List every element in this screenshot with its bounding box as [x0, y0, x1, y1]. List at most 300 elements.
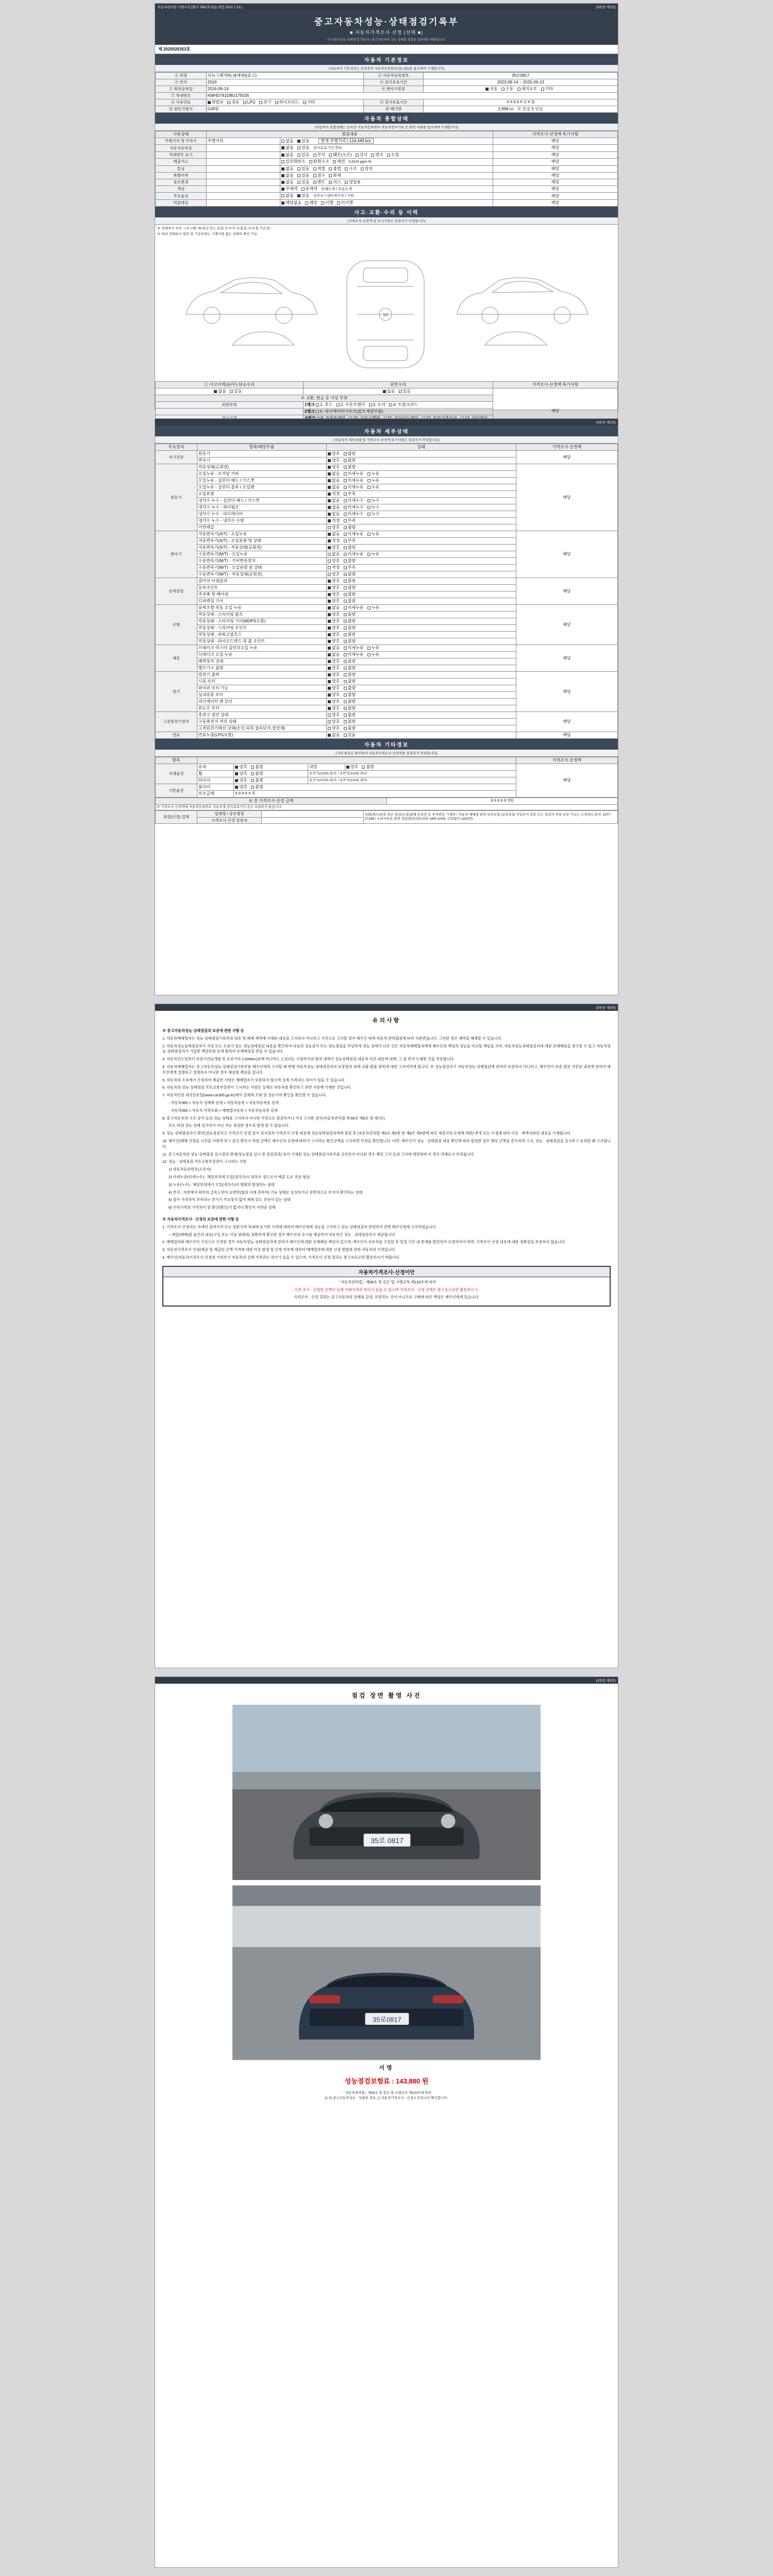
self-trans-good[interactable]: 양호 — [328, 458, 340, 463]
engine-idle-bad[interactable]: 불량 — [344, 465, 356, 470]
item-engine-idle: 작동상태(공회전) — [197, 464, 326, 471]
special-none[interactable]: 없음 — [281, 173, 293, 178]
accident-exist[interactable]: 있음 — [230, 389, 242, 394]
self-trans-bad[interactable]: 불량 — [344, 458, 356, 463]
price-braking: 해당 — [516, 645, 617, 672]
vinmark-corrosion[interactable]: 부식 — [313, 152, 325, 158]
label-engine-type: ⑫ 원동기형식 — [156, 106, 207, 113]
usechange-lease[interactable]: 리스 — [329, 180, 341, 185]
price-self-diagnosis: 해당 — [516, 451, 617, 464]
cv-bad[interactable]: 불량 — [344, 585, 356, 590]
booster-bad[interactable]: 불량 — [344, 659, 356, 664]
coolamt-ok[interactable]: 적정 — [328, 518, 340, 523]
valve-good[interactable]: 양호 — [328, 666, 340, 671]
state-propeller-shaft — [326, 591, 516, 598]
item-tire: 타이어 — [197, 777, 234, 784]
vinmark-altered[interactable]: 변조 — [371, 152, 383, 158]
value-transmission — [424, 86, 618, 93]
block-minor[interactable]: 미세누유 — [344, 485, 364, 490]
head-leak[interactable]: 누유 — [367, 478, 379, 483]
sjoint-bad[interactable]: 불량 — [344, 625, 356, 631]
self-engine-good[interactable]: 양호 — [328, 451, 340, 456]
tire-position-note: 운전석(1/2/3) 좌/우 / 동반석(1/2/3) 좌/우 — [308, 777, 516, 784]
recall-notdone[interactable]: 미이행 — [337, 200, 353, 206]
item-mt-leak: 수동변속기(M/T) - 오일누유 — [197, 551, 326, 558]
notice-item-2: 2. 자동차성능상태점검자가 거짓 또는 오류가 있는 성능상태점검 내용을 확인하여 다음의 성능검사 또는 성능점검을 부당하게 성능·상태가 다른 것은 자동차매매업자에게 매수인의 책임과 성능을 비교할 책임을 지며, 자동차성능상태점검자에 대한 손해배상을 청구할 수 있고 자동차성능·상태점검자가 가입한 책임보험 등에 통하여 손해배상을 받을 수 있습니다. — [162, 1043, 611, 1054]
mt-idle-good[interactable]: 양호 — [328, 572, 340, 577]
self-engine-bad[interactable]: 불량 — [344, 451, 356, 456]
coolhead-leak[interactable]: 누수 — [367, 498, 379, 503]
rail-good[interactable]: 양호 — [328, 525, 340, 530]
vinmark-erased[interactable]: 도말 — [387, 152, 399, 158]
tuning-device[interactable]: 장치 — [361, 166, 373, 172]
col-single-repair: 단면수리 — [304, 382, 493, 388]
state-hv-wiring — [326, 725, 516, 732]
parts-title: ※ 교환, 판금 등 이상 부위 — [156, 395, 493, 402]
blower-good[interactable]: 양호 — [328, 692, 340, 698]
recall-na[interactable]: 해당없음 — [281, 200, 301, 206]
hose-bad[interactable]: 불량 — [344, 632, 356, 637]
booster-good[interactable]: 양호 — [328, 659, 340, 664]
assessor-table — [155, 810, 618, 824]
insurance-fee-value: 143,880 원 — [396, 2077, 429, 2085]
interior-good[interactable]: 양호 — [346, 765, 358, 770]
alt-bad[interactable]: 불량 — [344, 672, 356, 677]
label-displacement: ⑩ 배기량 — [363, 106, 424, 113]
blower-bad[interactable]: 불량 — [344, 692, 356, 698]
emission-smoke[interactable]: 매연 — [333, 159, 345, 164]
wheel-bad[interactable]: 불량 — [251, 771, 263, 776]
col-usage-state: 사용상태 — [156, 131, 207, 138]
price-disclaimer-line-1: 「자동차관리법」제58조 및 같은 법 시행규칙 제120조에 따라 — [337, 1279, 436, 1284]
notice-item-8a: 또는 타의 성능·상태 검사자가 아닌 자는 점검한 경우의 발생 할 수 없습니다. — [169, 1123, 290, 1128]
spump-good[interactable]: 양호 — [328, 612, 340, 617]
page3-topbar — [155, 1004, 618, 1011]
cv-good[interactable]: 양호 — [328, 585, 340, 590]
boil-leak[interactable]: 누유 — [367, 652, 379, 657]
notice-sub-3: 3) 누유(누수) : 해당부위에서 오일(냉각수)이 명확히 발생하는 상태 — [169, 1182, 275, 1187]
item-propeller-shaft: 추진축 및 베어링 — [197, 591, 326, 598]
section-basic-info-header: 자동차 기본정보 — [155, 54, 618, 65]
ps-minor[interactable]: 미세누유 — [344, 605, 364, 611]
clutch-good[interactable]: 양호 — [328, 579, 340, 584]
item-mirror: 룸미러 — [197, 784, 234, 791]
battery-good[interactable]: 양호 — [328, 719, 340, 724]
value-engine-type: G4FD — [206, 106, 363, 113]
fuel-option-electric[interactable]: 전기 — [259, 100, 271, 105]
notice2-item-4: 4. 매수인(자동차가격조사·산정의 기록부가 자동차의 실제 가격과는 차이가 있을 수 있으며, 가격조사·산정 결과는 참고자료로만 활용하시기 바랍니다. — [162, 1255, 400, 1260]
tuning-exist[interactable]: 있음 — [297, 166, 309, 172]
tierod-bad[interactable]: 불량 — [344, 639, 356, 644]
repair-none[interactable]: 없음 — [383, 389, 395, 394]
tierod-good[interactable]: 양호 — [328, 639, 340, 644]
state-mt-idle — [326, 571, 516, 578]
rad-leak[interactable]: 누수 — [367, 512, 379, 517]
state-master-cylinder — [326, 645, 516, 652]
price-note-mileage: 해당 — [493, 138, 617, 145]
notice-sub-6: 6) 수리가격의 가격차이 및 확인(확인)가 없거나 확인이 어려운 상태 — [169, 1205, 276, 1210]
sjoint-good[interactable]: 양호 — [328, 625, 340, 631]
page1-topbar — [155, 4, 618, 10]
part-front-fender[interactable]: 2. 프론트펜더 — [337, 402, 365, 408]
value-vin: KMHD741DBU175026 — [206, 93, 617, 99]
group-label-exterior: 외판부위 — [156, 402, 304, 409]
fan-bad[interactable]: 불량 — [344, 699, 356, 704]
mt-gear-good[interactable]: 양호 — [328, 558, 340, 564]
col-detail-price: 가격조사·산정액 — [516, 444, 617, 451]
row-sub-tuning — [206, 165, 280, 172]
item-at-level: 자동변속기(A/T) - 오일유량 및 상태 — [197, 538, 326, 545]
mileage-none[interactable]: 없음 — [281, 139, 293, 144]
footer-line-1: 「자동차관리법」제58조 및 같은 법 시행규칙 제120조에 따라 — [342, 2091, 431, 2095]
ps-none[interactable]: 없음 — [328, 605, 340, 611]
mt-leak-none[interactable]: 없음 — [328, 552, 340, 557]
detail-state-table — [155, 444, 618, 739]
tire-bad[interactable]: 불량 — [251, 778, 263, 783]
hvwire-good[interactable]: 양호 — [328, 726, 340, 731]
value-inspection-period: 2023-06-14 ~ 2025-06-13 — [424, 79, 618, 86]
shaft-good[interactable]: 양호 — [328, 592, 340, 597]
state-at-leak — [326, 531, 516, 538]
glass-bad[interactable]: 불량 — [251, 765, 263, 770]
part-hood[interactable]: 1. 후드 — [316, 402, 332, 408]
charge-bad[interactable]: 불량 — [344, 713, 356, 718]
head-none[interactable]: 없음 — [328, 478, 340, 483]
row-sub-color — [206, 185, 280, 193]
emission-co[interactable]: 일산화탄소 — [281, 159, 306, 164]
options-none[interactable]: 없음 — [281, 193, 293, 198]
fuelleak-exist[interactable]: 있음 — [344, 733, 356, 738]
at-idle-bad[interactable]: 불량 — [344, 545, 356, 550]
emission-hc[interactable]: 탄화수소 — [309, 159, 329, 164]
mt-level-ok[interactable]: 적정 — [328, 565, 340, 570]
mt-level-low[interactable]: 부족 — [344, 565, 356, 570]
hvwire-bad[interactable]: 불량 — [344, 726, 356, 731]
at-leak-none[interactable]: 없음 — [328, 532, 340, 537]
label-valid-period: ⑨ 검사유효기간 — [363, 99, 424, 106]
overall-state-table — [155, 131, 618, 207]
basic-info-table — [155, 72, 618, 113]
engine-idle-good[interactable]: 양호 — [328, 465, 340, 470]
group-transmission: 변속기 — [156, 531, 197, 578]
page-4 — [155, 1676, 618, 2568]
group-self-diagnosis: 자기진단 — [156, 451, 197, 464]
boil-none[interactable]: 없음 — [328, 652, 340, 657]
label-plate-no: ② 자동차등록번호 — [363, 73, 424, 79]
vinmark-exist[interactable]: 있음 — [297, 152, 309, 158]
item-radiator-fan: 라디에이터 팬 모터 — [197, 699, 326, 705]
window-good[interactable]: 양호 — [328, 706, 340, 711]
state-brake-oil — [326, 652, 516, 658]
rad-none[interactable]: 없음 — [328, 512, 340, 517]
insurance-fee-label: 성능점검보험료 : — [344, 2077, 394, 2085]
part-radiator-support[interactable]: 5. 라디에이터서포트(볼트체결부품) — [316, 409, 383, 414]
fuel-option-gasoline[interactable]: 휘발유 — [208, 100, 224, 105]
accident-none[interactable]: 없음 — [214, 389, 226, 394]
oil-ok[interactable]: 적정 — [328, 492, 340, 497]
state-steering-pump — [326, 612, 516, 618]
at-level-low[interactable]: 부족 — [344, 538, 356, 544]
item-block-oilpan: 오일누유 - 실린더 블록 / 오일팬 — [197, 484, 326, 491]
reg-none[interactable]: 없음 — [281, 145, 293, 150]
mt-leak-leak[interactable]: 누유 — [367, 552, 379, 557]
row-check-emission — [280, 158, 493, 165]
special-fire[interactable]: 화재 — [329, 173, 341, 178]
special-flood[interactable]: 침수 — [313, 173, 325, 178]
item-booster: 배력장치 상태 — [197, 658, 326, 665]
row-label-usechange: 용도변경 — [156, 179, 207, 185]
pump-minor[interactable]: 미세누수 — [344, 505, 364, 510]
part-door[interactable]: 3. 도어 — [369, 402, 385, 408]
mt-leak-minor[interactable]: 미세누유 — [344, 552, 364, 557]
state-water-pump — [326, 504, 516, 511]
usechange-business[interactable]: 영업용 — [345, 180, 361, 185]
usechange-none[interactable]: 없음 — [281, 180, 293, 185]
row-sub-options — [206, 193, 280, 200]
state-at-idle — [326, 545, 516, 551]
price-note-registration: 해당 — [493, 145, 617, 152]
recall-yes[interactable]: 해당 — [305, 200, 317, 206]
wheel-good[interactable]: 양호 — [235, 771, 247, 776]
row-check-recall — [280, 200, 493, 207]
insurance-fee-row — [155, 2073, 618, 2089]
sgear-good[interactable]: 양호 — [328, 619, 340, 624]
boil-minor[interactable]: 미세누유 — [344, 652, 364, 657]
item-wiper-motor: 와이퍼 모터 기능 — [197, 685, 326, 692]
row-check-special — [280, 172, 493, 179]
page4-topbar — [155, 1677, 618, 1684]
at-leak-leak[interactable]: 누유 — [367, 532, 379, 537]
pump-leak[interactable]: 누수 — [367, 505, 379, 510]
mirror-bad[interactable]: 불량 — [251, 785, 263, 790]
row-label-options: 주요옵션 — [156, 193, 207, 200]
state-alternator — [326, 672, 516, 679]
spump-bad[interactable]: 불량 — [344, 612, 356, 617]
label-first-reg: ⑤ 최초등록일 — [156, 86, 207, 93]
item-at-idle: 자동변속기(A/T) - 작동상태(공회전) — [197, 545, 326, 551]
fuelleak-none[interactable]: 없음 — [328, 733, 340, 738]
state-power-steer-leak — [326, 605, 516, 612]
glass-good[interactable]: 양호 — [235, 765, 247, 770]
starter-good[interactable]: 양호 — [328, 679, 340, 684]
part-trunk-lid[interactable]: 4. 트렁크리드 — [389, 402, 418, 408]
item-power-hose: 작동상태 - 파워고압호스 — [197, 632, 326, 638]
fuel-option-other[interactable]: 기타 — [303, 100, 315, 105]
state-mt-leak — [326, 551, 516, 558]
head-minor[interactable]: 미세누유 — [344, 478, 364, 483]
label-car-name: ① 차명 — [156, 73, 207, 79]
wiper-bad[interactable]: 불량 — [344, 686, 356, 691]
starter-bad[interactable]: 불량 — [344, 679, 356, 684]
history-legend-1: ※ 상태표시 부호 : ( X:교환, W:판금 또는 용접, C:부식, A:흠집, U:요철, T:손상) — [157, 227, 271, 230]
usechange-exist[interactable]: 있음 — [297, 180, 309, 185]
row-check-color — [280, 185, 493, 193]
total-price-label: ※ 총 가격조사·산정 금액 — [156, 798, 387, 805]
emission-values: 0.01% ppm % — [348, 160, 372, 164]
diff-good[interactable]: 양호 — [328, 599, 340, 604]
mirror-good[interactable]: 양호 — [235, 785, 247, 790]
price-high-voltage: 해당 — [516, 712, 617, 732]
rad-minor[interactable]: 미세누수 — [344, 512, 364, 517]
row-check-tuning — [280, 165, 493, 172]
notice-sub-4: 4) 부식 : 자연에서 외부의 급속도만이 표면만(협의 이에 준하여) 기능 상태로 상실하거나 전면적으로 부식이 확인하는 상태 — [169, 1190, 363, 1195]
oil-low[interactable]: 부족 — [344, 492, 356, 497]
rocker-leak[interactable]: 누유 — [367, 471, 379, 477]
hose-good[interactable]: 양호 — [328, 632, 340, 637]
group-engine: 원동기 — [156, 464, 197, 531]
vinmark-damage[interactable]: 훼손(오손) — [329, 152, 351, 158]
diff-bad[interactable]: 불량 — [344, 599, 356, 604]
signature-label: 서명 — [379, 2065, 394, 2071]
coolhead-none[interactable]: 없음 — [328, 498, 340, 503]
row-check-mileage — [280, 138, 493, 145]
tuning-illegal[interactable]: 불법 — [329, 166, 341, 172]
notice2-item-2: 2. 매매업자와 매수인이 거짓으로 산정한 경우 자동차성능·상태점검자에 관하여 매수인에 대한 손해배상 책임이 있으며, 매수인이 자동차를 구입한 후 일정 기간 내 문제를 발견하여 요청하여야 하며, 가격조사·산정 내용에 대한 정확성을 보증하지 않습니다. — [162, 1240, 566, 1245]
block-none[interactable]: 없음 — [328, 485, 340, 490]
price-note-recall: 해당 — [493, 200, 617, 207]
wiper-good[interactable]: 양호 — [328, 686, 340, 691]
price-disclaimer-line-3: 가격조사 · 산정 결과는 중고자동차의 상태를 감정, 보증하는 것이 아니므로 구매에 따른 책임은 매수인에게 있습니다. — [293, 1295, 480, 1300]
alt-good[interactable]: 양호 — [328, 672, 340, 677]
state-drive-battery — [326, 719, 516, 725]
fuel-option-diesel[interactable]: 경유 — [227, 100, 239, 105]
item-fuel-leak: 연료누출(LPG포함) — [197, 732, 326, 739]
item-cv-joint: 등속조인트 — [197, 585, 326, 591]
item-window-motor: 윈도우 모터 — [197, 705, 326, 712]
shaft-bad[interactable]: 불량 — [344, 592, 356, 597]
transmission-option-other[interactable]: 기타 — [541, 87, 553, 92]
item-subsidy: 보조금액 — [197, 791, 234, 798]
tuning-none[interactable]: 없음 — [281, 166, 293, 172]
page-3 — [155, 1004, 618, 1668]
photo-rear-svg — [232, 1885, 541, 2060]
options-note: 선루프 / 내비게이션 / 기타 — [313, 194, 354, 198]
vinmark-diff[interactable]: 상이 — [356, 152, 367, 158]
ps-leak[interactable]: 누유 — [367, 605, 379, 611]
state-cyl-head-gasket — [326, 478, 516, 484]
state-at-level — [326, 538, 516, 545]
value-subsidy: 0 0 0 0 0 원 — [234, 791, 516, 798]
section-detail-note: (자동차의 세부상태 및 가격조사·산정액 특기사항은 점검자가 작성합니다) — [155, 436, 618, 444]
fan-good[interactable]: 양호 — [328, 699, 340, 704]
transmission-option-semi[interactable]: 세미오토 — [517, 87, 537, 92]
section-other-note: (기타 항목은 확인하여 자동차가격조사·산정액을 점검자가 작성합니다) — [155, 750, 618, 757]
row-sub-registration — [206, 145, 280, 152]
charge-good[interactable]: 양호 — [328, 713, 340, 718]
tire-good[interactable]: 양호 — [235, 778, 247, 783]
repair-exist[interactable]: 있음 — [399, 389, 411, 394]
tuning-legal[interactable]: 적법 — [313, 166, 325, 172]
fuel-option-hybrid[interactable]: 하이브리드 — [275, 100, 299, 105]
window-bad[interactable]: 불량 — [344, 706, 356, 711]
total-price-note: ※ 가격조사·산정액에 자동차등록번호·자동차세·검사유효기간 등은 포함하지 않습니다. — [156, 805, 618, 810]
rocker-minor[interactable]: 미세누유 — [344, 471, 364, 477]
price-note-vinmark: 해당 — [493, 151, 617, 158]
single-repair-value — [304, 388, 493, 395]
coolhead-minor[interactable]: 미세누수 — [344, 498, 364, 503]
wheel-position-note: 운전석(1/2/3) 좌/우 / 동반석(1/2/3) 좌/우 — [308, 771, 516, 777]
mileage-exist[interactable]: 있음 — [297, 139, 309, 144]
pump-none[interactable]: 없음 — [328, 505, 340, 510]
color-chromatic[interactable]: 유채색 — [301, 187, 317, 192]
master-minor[interactable]: 미세누유 — [344, 646, 364, 651]
coolamt-low[interactable]: 부족 — [344, 518, 356, 523]
clutch-bad[interactable]: 불량 — [344, 579, 356, 584]
value-displacement: 2,999 cc ⑪ 인승 5 인승 — [424, 106, 618, 113]
transmission-option-auto[interactable]: 자동 — [485, 87, 497, 92]
state-mirror — [234, 784, 516, 791]
item-master-cylinder: 브레이크 마스터 실린더오일 누유 — [197, 645, 326, 652]
tuning-structure[interactable]: 구조 — [345, 166, 357, 172]
options-exist[interactable]: 있음 — [297, 193, 309, 198]
item-steering-pump: 작동상태 - 스티어링 펌프 — [197, 612, 326, 618]
row-label-recall: 리콜대상 — [156, 200, 207, 207]
document-title-block — [155, 10, 618, 45]
state-starter — [326, 679, 516, 685]
page-1 — [155, 3, 618, 414]
transmission-option-manual[interactable]: 수동 — [501, 87, 513, 92]
row-sub-emission — [206, 158, 280, 165]
sgear-bad[interactable]: 불량 — [344, 619, 356, 624]
row-label-registration: 자동차등록증 — [156, 145, 207, 152]
section-other-header: 자동차 기타정보 — [155, 739, 618, 750]
special-exist[interactable]: 있음 — [297, 173, 309, 178]
interior-bad[interactable]: 불량 — [362, 765, 374, 770]
value-plate-no: 35로0817 — [424, 73, 618, 79]
price-note-tuning: 해당 — [493, 165, 617, 172]
label-fuel: ⑧ 사용연료 — [156, 99, 207, 106]
master-none[interactable]: 없음 — [328, 646, 340, 651]
at-idle-good[interactable]: 양호 — [328, 545, 340, 550]
page-indicator-2: (3면중 제2면) — [596, 421, 616, 425]
notice-item-10: 10. 매수인(매매 신청을 시간을 이렇게 하고 물건 확인시 차량 금액은 매수인의 요청에 따라서 고지하는 확인금액을 고지하면 사정을 확인합니다. 다만, 매수인이 성능 · 상태점검 내용 확인에 따라 합의한 경우 해당 금액을 준수하며 고지, 성능 · 상태점검을 실시하고 동의한 때 고지합니다. — [162, 1138, 611, 1149]
at-leak-minor[interactable]: 미세누유 — [344, 532, 364, 537]
at-level-ok[interactable]: 적정 — [328, 538, 340, 544]
row-label-color: 색상 — [156, 185, 207, 193]
rail-bad[interactable]: 불량 — [344, 525, 356, 530]
reg-exist[interactable]: 있음 — [297, 145, 309, 150]
fuel-option-lpg[interactable]: LPG — [243, 100, 256, 105]
col-item-part: 항목/해당부품 — [197, 444, 326, 451]
item-at-leak: 자동변속기(A/T) - 오일누유 — [197, 531, 326, 538]
rocker-none[interactable]: 없음 — [328, 471, 340, 477]
valve-bad[interactable]: 불량 — [344, 666, 356, 671]
recall-done[interactable]: 이행 — [321, 200, 333, 206]
section-overall-header: 자동차 종합상태 — [155, 113, 618, 124]
master-leak[interactable]: 누유 — [367, 646, 379, 651]
battery-bad[interactable]: 불량 — [344, 719, 356, 724]
vinmark-none[interactable]: 없음 — [281, 152, 293, 158]
notice-item-7b: · 자동차365 > 자동차 이력조회 > 매매업자등록 > 자동차등록증 검색 — [169, 1108, 278, 1113]
row-sub-recall — [206, 200, 280, 207]
state-block-oilpan — [326, 484, 516, 491]
assessor-block-label: 점검(산정) 업체 — [156, 811, 197, 824]
price-other: 해당 — [516, 764, 617, 798]
group-fuel: 연료 — [156, 732, 197, 739]
color-achromatic[interactable]: 무채색 — [281, 187, 297, 192]
value-car-name: 더뉴그랜저IG (6세대)(중고) — [206, 73, 363, 79]
state-mt-gear — [326, 558, 516, 565]
notice2-item-3: 3. 자동차가격조사·산정(제공 및 제출한 금액 가격에 대한 비용 발생 및 신청 여부에 대하여 매매업자에 의한 산정 방법에 관한 자동차의 가격입니다. — [162, 1247, 396, 1252]
state-clutch — [326, 578, 516, 585]
usechange-rent[interactable]: 렌트 — [313, 180, 325, 185]
reg-note: 검사유효기간 만료 — [313, 146, 342, 150]
mt-gear-bad[interactable]: 불량 — [344, 558, 356, 564]
block-leak[interactable]: 누유 — [367, 485, 379, 490]
group-basic-options: 기본옵션 — [156, 784, 197, 798]
mt-idle-bad[interactable]: 불량 — [344, 572, 356, 577]
assessor-company-value — [262, 811, 363, 817]
